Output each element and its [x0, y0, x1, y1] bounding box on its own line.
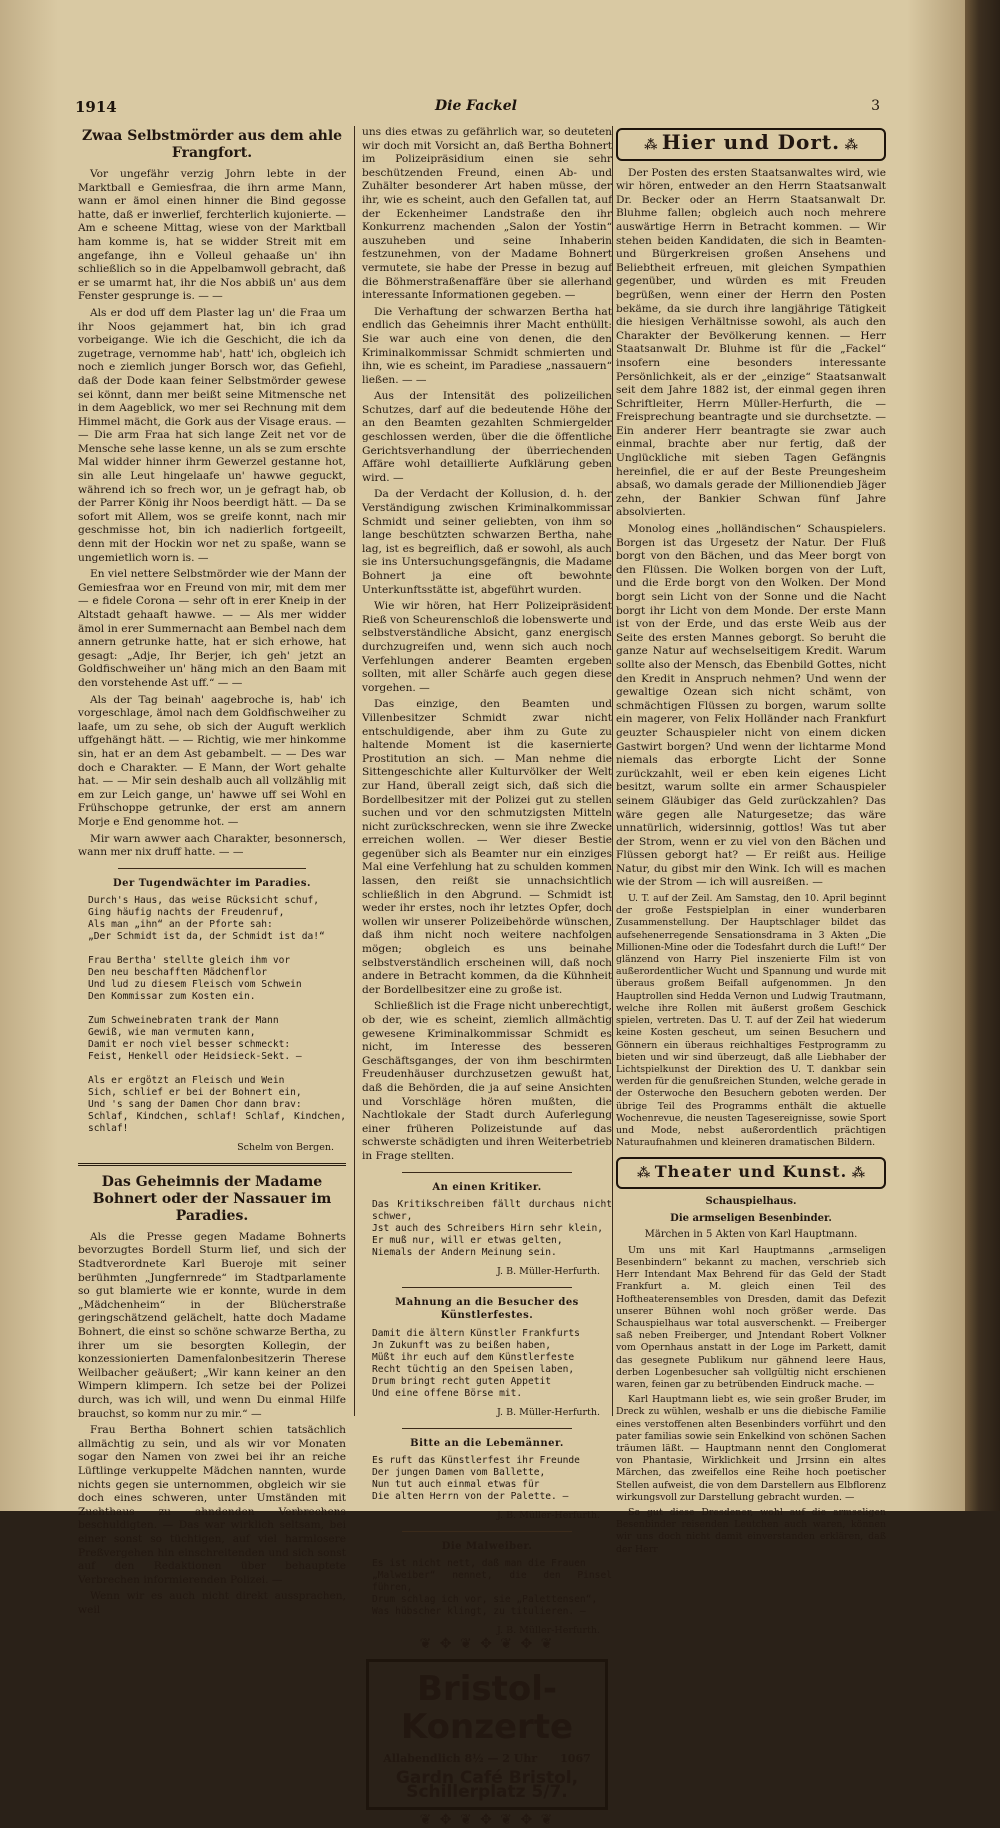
- ad-title: Bristol-Konzerte: [400, 1669, 574, 1748]
- divider: [402, 1428, 572, 1429]
- article-title: Das Geheimnis der Madame Bohnert oder der Nassauer im Paradies.: [92, 1173, 332, 1224]
- ad-number: 1067: [560, 1752, 591, 1766]
- paragraph: Karl Hauptmann liebt es, wie sein großer Bruder, im Dreck zu wühlen, weshalb er uns die diebische Familie eines verstoffenen alten Besenbinders vorführt und den pater familias sowie sein Enkelkind von schönen Sachen träumen läßt. — Hauptmann nennt den Conglomerat von Phantasie, Wirklichkeit und Jrrsinn ein altes Märchen, das zweifellos eine Reihe hoch poetischer Stellen aufweist, die von dem Darstellern aus Elbflorenz wirkungsvoll zur Darstellung gebracht wurden. —: [616, 1394, 886, 1503]
- poem-text: Damit die ältern Künstler Frankfurts Jn Zukunft was zu beißen haben, Müßt ihr euch auf dem Künstlerfeste Recht tüchtig an den Speisen laben, Drum bringt recht guten Appetit Und eine offene Börse mit.: [372, 1327, 580, 1399]
- bristol-advertisement: [366, 1659, 608, 1810]
- divider: [402, 1287, 572, 1288]
- poem-signature: J. B. Müller-Herfurth.: [496, 1406, 600, 1418]
- column-1: [78, 126, 346, 1621]
- paragraph: Schließlich ist die Frage nicht unberechtigt, ob der, wie es scheint, ziemlich allmächtig gewesene Kriminalkommissar Schmidt es nicht, im Interesse des besseren Geschäftsganges, der von ihm beschirmten Freudenhäuser durchzusetzen gewußt hat, daß die Behörden, die ja auf seine Ansichten und Vorschläge hören mußten, die Nachtlokale der Stadt durch Auferlegung einer früheren Polizeistunde auf das schwerste schädigten und ihren Weiterbetrieb in Frage stellten.: [362, 1000, 612, 1162]
- paragraph: Wenn wir es auch nicht direkt aussprachen, weil: [78, 1590, 346, 1616]
- poem-title: Die Malweiber.: [441, 1540, 533, 1552]
- poem-title: Der Tugendwächter im Paradies.: [113, 877, 311, 889]
- paragraph: So gut diese Dresdener, wohl auf die armseligen Besenbinder reisenden Leutchen auch waren, können wir uns doch nicht damit einverstanden erklären, daß der Herr: [616, 1506, 886, 1555]
- header-journal: Die Fackel: [435, 98, 517, 114]
- book-spine: [965, 0, 1000, 1511]
- column-3: [616, 126, 886, 1559]
- poem-text: Durch's Haus, das weise Rücksicht schuf, Ging häufig nachts der Freudenruf, Als man „ihn“ an der Pforte sah: „Der Schmidt ist da, der Schmidt ist da!“ Frau Bertha' stellte gleich ihm vor Den neu beschafften Mädchenflor Und lud zu diesem Fleisch vom Schwein Den Kommissar zum Kosten ein. Zum Schweinebraten trank der Mann Gewiß, wie man vermuten kann, Damit er noch viel besser schmeckt: Feist, Henkell oder Heidsieck-Sekt. — Als er ergötzt an Fleisch und Wein Sich, schlief er bei der Bohnert ein, Und 's sang der Damen Chor dann brav: Schlaf, Kindchen, schlaf! Schlaf, Kindchen, schlaf!: [88, 895, 346, 1135]
- ornament-icon: ⁂: [636, 1166, 655, 1182]
- poem-title: Mahnung an die Besucher des Künstlerfestes.: [395, 1296, 579, 1322]
- divider: [118, 868, 306, 869]
- ornament-icon: ⁂: [840, 138, 858, 153]
- poem-text: Es ruft das Künstlerfest ihr Freunde Der jungen Damen vom Ballette, Nun tut auch einmal etwas für Die alten Herrn von der Palette. —: [372, 1455, 580, 1503]
- column-rule: [354, 126, 355, 1416]
- paragraph: Aus der Intensität des polizeilichen Schutzes, darf auf die bedeutende Höhe der an den Beamten gezahlten Schmiergelder geschlossen werden, über die die öffentliche Gerichtsverhandlung der überriechenden Affäre wohl detaillierte Aufklärung geben wird. —: [362, 390, 612, 484]
- paragraph: Die Verhaftung der schwarzen Bertha hat endlich das Geheimnis ihrer Macht enthüllt: Sie war auch eine von denen, die den Kriminalkommissar Schmidt schmierten und ihn, wie es scheint, im Paradiese „nassauern“ ließen. — —: [362, 305, 612, 386]
- ornament-bottom: ❦ ✥ ❦ ✥ ❦ ✥ ❦: [419, 1812, 555, 1828]
- paragraph: Der Posten des ersten Staatsanwaltes wird, wie wir hören, entweder an den Herrn Staatsanwalt Dr. Becker oder an Herrn Staatsanwalt Dr. Bluhme fallen; obgleich auch noch mehrere auswärtige Herrn in Betracht kommen. — Wir stehen beiden Kandidaten, die sich in Beamten- und Bürgerkreisen großen Ansehens und Beliebtheit erfreuen, mit gleichen Sympathien gegenüber, und würden es mit Freuden begrüßen, wenn einer der Herrn den Posten bekäme, da sie durch ihre langjährige Tätigkeit die hiesigen Verhältnisse sowohl, als auch den Charakter der Bevölkerung kennen. — Herr Staatsanwalt Dr. Bluhme ist für die „Fackel“ insofern eine besonders interessante Persönlichkeit, als er der „einzige“ Staatsanwalt seit dem Jahre 1882 ist, der einmal gegen ihren Schriftleiter, Herrn Müller-Herfurth, die — Freisprechung beantragte und sie durchsetzte. — Ein anderer Herr beantragte sie zwar auch einmal, brachte aber nur fertig, daß der Unglückliche mit sieben Tagen Gefängnis hereinfiel, die er auf der Beste Preungesheim absaß, wo damals gerade der Millionendieb Jäger zehn, der Bankier Schwan fünf Jahre absolvierten.: [616, 166, 886, 519]
- ornament-icon: ⁂: [847, 1166, 866, 1182]
- section-title: Theater und Kunst.: [654, 1162, 848, 1182]
- header-page-number: 3: [871, 98, 880, 114]
- paragraph: Vor ungefähr verzig Johrn lebte in der Marktball e Gemiesfraa, die ihrn arme Mann, wann er ämol einen hinner die Bind gegosse hatte, daß er inwerlief, ferchterlich kujonierte. — Am e scheene Mittag, wiese von der Marktball ham komme is, hat se widder Streit mit em angefange, ihn e Volleul gehaaße un' ihn schließlich so in die Appelbamwoll gebracht, daß er se umarmt hat, ihr die Nos abbiß un' aus dem Fenster gesprunge is. — —: [78, 168, 346, 303]
- paragraph: Als der Tag beinah' aagebroche is, hab' ich vorgeschlage, ämol nach dem Goldfischweiher zu laafe, um zu sehe, ob sich der Auguft werklich uffgehängt hätt. — — Richtig, wie mer hinkomme sin, hat er an dem Ast gebambelt. — — Des war doch e Charakter. — E Mann, der Wort gehalte hat. — — Mir sein deshalb auch all vollzählig mit em zur Leich gange, un' hawwe uff sei Wohl en Frühschoppe getrunke, der erst am annern Morje e End genomme hot. —: [78, 693, 346, 828]
- poem-text: Das Kritikschreiben fällt durchaus nicht schwer, Jst auch des Schreibers Hirn sehr klein, Er muß nur, will er etwas gelten, Niemals der Andern Meinung sein.: [372, 1199, 612, 1259]
- paragraph: U. T. auf der Zeil. Am Samstag, den 10. April beginnt der große Festspielplan in einer wunderbaren Zusammenstellung. Der Hauptschlager bildet das aufsehenerregende Sensationsdrama in 3 Akten „Die Millionen-Mine oder die Todesfahrt durch die Luft!“ Der glänzend von Harry Piel inszenierte Film ist von außerordentlicher Wucht und Spannung und wurde mit überaus großem Beifall aufgenommen. Jn den Hauptrollen sind Hedda Vernon und Ludwig Trautmann, welche ihre Rollen mit äußerst großem Geschick spielen, vertreten. Das U. T. auf der Zeil hat wiederum keine Kosten gescheut, um seinen Besuchern und Gönnern ein überaus reichhaltiges Festprogramm zu bieten und wir sind überzeugt, daß alle Liebhaber der Lichtspielkunst der Direktion des U. T. dankbar sein werden für die genußreichen Stunden, welche gerade in der Osterwoche den Besuchern geboten werden. Der übrige Teil des Programms enthält die aktuelle Wochenrevue, die neusten Tagesereignisse, sowie Sport und Mode, nebst außerordentlich prächtigen Naturaufnahmen und kleineren dramatischen Bildern.: [616, 893, 886, 1149]
- column-2: [362, 126, 612, 1828]
- poem-title: An einen Kritiker.: [432, 1181, 542, 1193]
- column-rule: [612, 126, 613, 1416]
- poem-text: Es ist nicht nett, daß man die Frauen „Malweiber“ nennet, die den Pinsel führen, Drum schlag ich vor, sie „Palettensen“, Was hübscher klingt, zu titulieren. —: [372, 1558, 612, 1618]
- paragraph: Mir warn awwer aach Charakter, besonnersch, wann mer nix druff hatte. — —: [78, 832, 346, 859]
- ad-time: Allabendlich 8½ — 2 Uhr: [383, 1752, 538, 1766]
- paragraph: Wie wir hören, hat Herr Polizeipräsident Rieß von Scheurenschloß die lobenswerte und selbstverständliche Absicht, ganz energisch durchzugreifen und, wenn sich auch noch Verfehlungen anderer Beamten ergeben sollten, mit aller Schärfe auch gegen diese vorgehen. —: [362, 600, 612, 694]
- poem-signature: Schelm von Bergen.: [237, 1142, 334, 1154]
- poem-title: Bitte an die Lebemänner.: [410, 1437, 564, 1449]
- page-header: [75, 98, 880, 120]
- paragraph: uns dies etwas zu gefährlich war, so deuteten wir doch mit Vorsicht an, daß Bertha Bohnert im Polizeipräsidium einen sie sehr beschützenden Freund, einen Ab- und Zuhälter besonderer Art haben müsse, der ihr, wie es scheint, auch den Gefallen tat, auf der Eckenheimer Landstraße den ihr Konkurrenz machenden „Salon der Yostin“ auszuheben und seine Inhaberin festzunehmen, von der Madame Bohnert vermutete, sie habe der Presse in bezug auf die Böhmerstraßenaffäre über sie allerhand interessante Informationen gegeben. —: [362, 126, 612, 302]
- article-title: Zwaa Selbstmörder aus dem ahle Frangfort.: [81, 128, 343, 161]
- poem-signature: J. B. Müller-Herfurth.: [496, 1266, 600, 1278]
- subheading: Die armseligen Besenbinder.: [670, 1212, 832, 1224]
- divider: [78, 1163, 346, 1166]
- divider: [402, 1172, 572, 1173]
- section-header-box: [616, 128, 886, 161]
- header-year: 1914: [75, 98, 117, 116]
- ornament-icon: ⁂: [644, 138, 662, 153]
- subheading: Märchen in 5 Akten von Karl Hauptmann.: [644, 1229, 858, 1241]
- paragraph: Um uns mit Karl Hauptmanns „armseligen Besenbindern“ bekannt zu machen, verschrieb sich Herr Intendant Max Behrend für das Geld der Stadt Frankfurt a. M. gleich einen Teil des Hoftheaterensembles von Dresden, damit das Defezit unserer Bühnen wohl noch größer werde. Das Schauspielhaus war total ausverschenkt. — Freiberger saß neben Freiberger, und Jntendant Robert Volkner vom Opernhaus anstatt in der Loge im Parkett, damit das gesegnete Publikum nur gähnend leere Haus, derben Logenbesucher sah vollgültig nicht erschienen waren, feinen gar zu betrübenden Eindruck mache. —: [616, 1244, 886, 1390]
- ornament-top: ❦ ✥ ❦ ✥ ❦ ✥ ❦: [419, 1635, 555, 1652]
- paragraph: Frau Bertha Bohnert schien tatsächlich allmächtig zu sein, und als wir vor Monaten sogar den Namen von zwei bei ihr an reiche Lüftlinge verkuppelte Mädchen nannten, wurde nichts gegen sie unternommen, obgleich wir sie doch eines schweren, unter Umständen mit Zuchthaus zu ahndenden Verbrechens beschuldigten. — Das war wirklich seltsam, bei einer sonst so tüchtigen, auf viel harmlosere Preßvergehen hin einschreitenden und sich sonst auf den Redaktionen über behauptete Verbrechen informierenden Polizei. —: [78, 1424, 346, 1586]
- divider: [402, 1531, 572, 1532]
- section-title: Hier und Dort.: [661, 130, 841, 154]
- subheading: Schauspielhaus.: [705, 1195, 797, 1207]
- ad-place: Gardn Café Bristol, Schillerplatz 5/7.: [395, 1768, 579, 1802]
- ad-time-line: [375, 1752, 599, 1766]
- section-header-box: [616, 1157, 886, 1189]
- paragraph: Das einzige, den Beamten und Villenbesitzer Schmidt zwar nicht entschuldigende, aber ihm zu Gute zu haltende Moment ist die kasernierte Prostitution an sich. — Man nehme die Sittengeschichte aller Kulturvölker der Welt zur Hand, überall zeigt sich, daß sich die Bordellbesitzer mit der Polizei gut zu stellen suchen und vor den schmutzigsten Mitteln nicht zurückschrecken, wenn sie ihre Zwecke erreichen wollen. — Wer dieser Bestie gegenüber sich als Beamter nur ein einziges Mal eine Verfehlung hat zu schulden kommen lassen, den reißt sie unnachsichtlich schließlich in den Abgrund. — Schmidt ist weder ihr erstes, noch ihr letztes Opfer, doch wollen wir unserer Polizeibehörde wünschen, daß ihm nicht noch weitere nachfolgen mögen; obgleich es uns beinahe selbstverständlich erscheinen will, daß noch andere in Betracht kommen, da die Kühnheit der Bordellbesitzer eine zu große ist.: [362, 698, 612, 996]
- paragraph: Monolog eines „holländischen“ Schauspielers. Borgen ist das Urgesetz der Natur. Der Fluß borgt von den Bächen, und das Meer borgt von den Flüssen. Die Wolken borgen von der Luft, und die Erde borgt von den Wolken. Der Mond borgt sein Licht von der Sonne und die Nacht borgt ihr Licht von dem Monde. Der erste Mann ist von der Erde, und das erste Weib aus der Seite des ersten Mannes geborgt. So beruht die ganze Natur auf wechselseitigem Kredit. Warum sollte also der Mensch, das Ebenbild Gottes, nicht den Kredit in Anspruch nehmen? Und wenn der gewaltige Ozean sich nicht schämt, von schmächtigen Flüssen zu borgen, warum sollte ein magerer, von Felix Holländer nach Frankfurt geuzter Schauspieler nicht von einem dicken Gastwirt borgen? Und wenn der lichtarme Mond niemals das erborgte Licht der Sonne zurückzahlt, weil er eben kein eigenes Licht besitzt, warum sollte ein armer Schauspieler seinem Gläubiger das Geld zurückzahlen? Das wäre gegen alle Naturgesetze; das wäre unnatürlich, widersinnig, gottlos! Was tut aber der Strom, wenn er zu viel von den Bächen und Flüssen geborgt hat? — Er reißt aus. Heilige Natur, du gibst mir den Wink. Ich will es machen wie der Strom — ich will ausreißen. —: [616, 523, 886, 889]
- poem-signature: J. B. Müller-Herfurth.: [496, 1625, 600, 1637]
- paragraph: Da der Verdacht der Kollusion, d. h. der Verständigung zwischen Kriminalkommissar Schmidt und seiner geliebten, von ihm so lange beschützten schwarzen Bertha, nahe lag, ist es begreiflich, daß er sowohl, als auch sie ins Untersuchungsgefängnis, die Madame Bohnert ja eine oft bewohnte Unterkunftsstätte ist, abgeführt wurden.: [362, 488, 612, 596]
- paragraph: Als er dod uff dem Plaster lag un' die Fraa um ihr Noos gejammert hat, bin ich grad vorbeigange. Wie ich die Geschicht, die ich da zugetrage, vernomme hab', hatt' ich, obgleich ich noch e ziemlich junger Borsch wor, das Gefiehl, daß der Dode kaan feiner Selbstmörder gewese sei könnt, dann mer beißt seine Mitmensche net in dem Aageblick, wo mer sei Rechnung mit dem Himmel mächt, die Gork aus der Visage eraus. — — Die arm Fraa hat sich lange Zeit net vor de Mensche sehe lasse kenne, un als se zum erschte Mal widder hinner ihrm Gewerzel gestanne hot, sin alle Leut hingelaafe un' hawwe geguckt, während ich so frech wor, un je gefragt hab, ob der Parrer König ihr Noos beerdigt hätt. — Da se sofort mit Allem, wos se greife konnt, nach mir geschmisse hot, bin ich nadierlich fortgeeilt, denn mit der Hockin wor net zu spaße, wann se ungemietlich worn is. —: [78, 306, 346, 564]
- paragraph: Als die Presse gegen Madame Bohnerts bevorzugtes Bordell Sturm lief, und sich der Stadtverordnete Karl Bueroje mit seiner berühmten „Jungfernrede“ im Stadtparlamente so gut blamierte wie er konnte, wurde in dem „Mädchenheim“ in der Blücherstraße geringschätzend gelächelt, hatte doch Madame Bohnert, die einst so schöne schwarze Bertha, zu ihrer um sie besorgten Kollegin, der konzessionierten Damenfalonbesitzerin Therese Weilbacher geäußert; „Wir kann keiner an den Wimpern klimpern. Ich setze bei der Polizei durch, was ich will, und wenn Du einmal Hilfe brauchst, so komm nur zu mir.“ —: [78, 1230, 346, 1420]
- paragraph: En viel nettere Selbstmörder wie der Mann der Gemiesfraa wor en Freund von mir, mit dem mer — e fidele Corona — sehr oft in erer Kneip in der Altstadt gehaaft hawwe. — — Als mer widder ämol in erer Summernacht aan Bembel nach dem annern getrunke hatte, hat er sich erhowe, hat gesagt: „Adje, Ihr Berjer, ich geh' jetzt an Goldfischweiher un' häng mich an den Baam mit den vorstehende Ast uff.“ — —: [78, 568, 346, 689]
- poem-signature: J. B. Müller-Herfurth.: [496, 1510, 600, 1522]
